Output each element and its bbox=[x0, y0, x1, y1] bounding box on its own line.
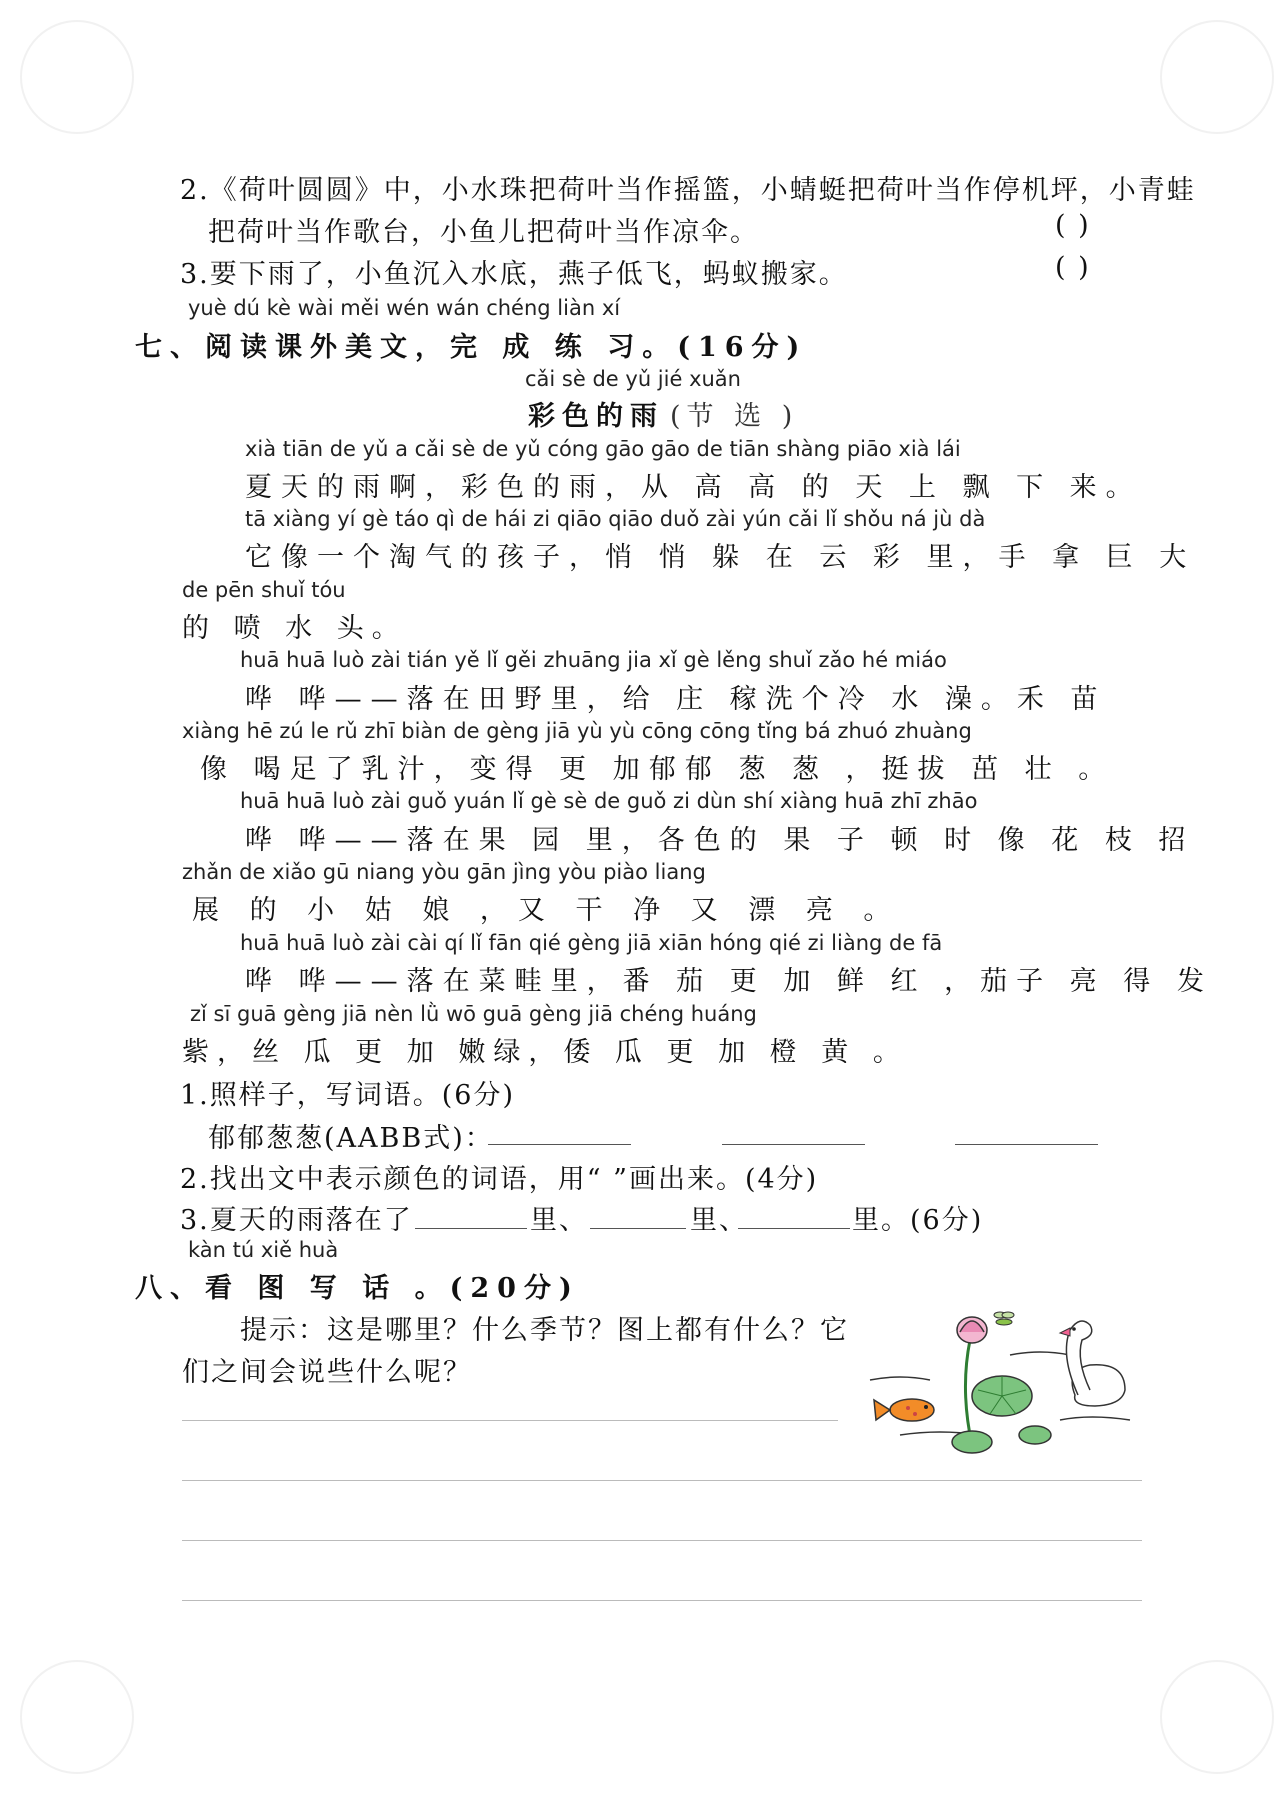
article-line-pinyin: huā huā luò zài tián yě lǐ gěi zhuāng jia xǐ gè lěng shuǐ zǎo hé miáo bbox=[240, 648, 947, 672]
answer-blank[interactable] bbox=[488, 1144, 631, 1145]
article-line-text: 哗 哗——落在菜畦里，番 茄 更 加 鲜 红 ，茄子 亮 得 发 bbox=[245, 966, 1213, 997]
judge-q3-answer-paren[interactable]: ( ) bbox=[1055, 252, 1091, 283]
watermark-seal bbox=[20, 20, 134, 134]
answer-blank[interactable] bbox=[738, 1228, 850, 1229]
answer-blank[interactable] bbox=[722, 1144, 865, 1145]
reading-q3-part2: 里、 bbox=[530, 1205, 588, 1236]
writing-hint-line1: 提示：这是哪里？什么季节？图上都有什么？它 bbox=[240, 1315, 849, 1346]
section8-title: 八、看 图 写 话 。(20分) bbox=[135, 1273, 580, 1304]
writing-line[interactable] bbox=[182, 1480, 1142, 1481]
article-line-text: 它像一个淘气的孩子，悄 悄 躲 在 云 彩 里，手 拿 巨 大 bbox=[245, 542, 1196, 573]
pond-illustration-icon bbox=[860, 1300, 1140, 1460]
article-line-text: 紫，丝 瓜 更 加 嫩绿，倭 瓜 更 加 橙 黄 。 bbox=[182, 1037, 908, 1068]
article-title: 彩色的雨 bbox=[528, 401, 664, 432]
reading-q3-part3: 里、 bbox=[690, 1205, 748, 1236]
reading-q1: 1.照样子，写词语。(6分) bbox=[180, 1080, 516, 1111]
judge-q2-line1: 2.《荷叶圆圆》中，小水珠把荷叶当作摇篮，小蜻蜓把荷叶当作停机坪，小青蛙 bbox=[180, 175, 1196, 206]
judge-q2-line2: 把荷叶当作歌台，小鱼儿把荷叶当作凉伞。 bbox=[208, 217, 759, 248]
answer-blank[interactable] bbox=[590, 1228, 686, 1229]
judge-q3: 3.要下雨了，小鱼沉入水底，燕子低飞，蚂蚁搬家。 bbox=[180, 259, 848, 290]
article-title-note: (节 选 ) bbox=[670, 401, 799, 432]
writing-line[interactable] bbox=[182, 1420, 838, 1421]
writing-hint-line2: 们之间会说些什么呢？ bbox=[182, 1357, 472, 1388]
article-line-pinyin: xiàng hē zú le rǔ zhī biàn de gèng jiā yù yù cōng cōng tǐng bá zhuó zhuàng bbox=[182, 719, 972, 743]
article-line-pinyin: tā xiàng yí gè táo qì de hái zi qiāo qiāo duǒ zài yún cǎi lǐ shǒu ná jù dà bbox=[245, 507, 986, 531]
section7-pinyin: yuè dú kè wài měi wén wán chéng liàn xí bbox=[188, 296, 621, 320]
article-line-text: 夏天的雨啊，彩色的雨，从 高 高 的 天 上 飘 下 来。 bbox=[245, 472, 1142, 503]
section8-pinyin: kàn tú xiě huà bbox=[188, 1238, 339, 1262]
article-line-pinyin: zǐ sī guā gèng jiā nèn lǜ wō guā gèng jiā chéng huáng bbox=[190, 1002, 757, 1026]
section7-title: 七、阅读课外美文，完 成 练 习。(16分) bbox=[135, 332, 808, 363]
article-line-text: 哗 哗——落在果 园 里，各色的 果 子 顿 时 像 花 枝 招 bbox=[245, 825, 1195, 856]
watermark-seal bbox=[1160, 20, 1274, 134]
article-line-pinyin: huā huā luò zài cài qí lǐ fān qié gèng jiā xiān hóng qié zi liàng de fā bbox=[240, 931, 943, 955]
article-line-pinyin: de pēn shuǐ tóu bbox=[182, 578, 346, 602]
answer-blank[interactable] bbox=[955, 1144, 1098, 1145]
reading-q3-part4: 里。(6分) bbox=[852, 1205, 984, 1236]
article-line-text: 展 的 小 姑 娘 ，又 干 净 又 漂 亮 。 bbox=[192, 895, 902, 926]
article-line-pinyin: xià tiān de yǔ a cǎi sè de yǔ cóng gāo gāo de tiān shàng piāo xià lái bbox=[245, 437, 961, 461]
answer-blank[interactable] bbox=[415, 1228, 527, 1229]
article-line-text: 的 喷 水 头。 bbox=[182, 613, 407, 644]
article-title-pinyin: cǎi sè de yǔ jié xuǎn bbox=[525, 367, 741, 391]
watermark-seal bbox=[1160, 1660, 1274, 1774]
writing-line[interactable] bbox=[182, 1540, 1142, 1541]
writing-line[interactable] bbox=[182, 1600, 1142, 1601]
article-line-text: 像 喝足了乳汁，变得 更 加郁郁 葱 葱 ，挺拔 茁 壮 。 bbox=[200, 754, 1115, 785]
reading-q2: 2.找出文中表示颜色的词语，用“ ”画出来。(4分) bbox=[180, 1164, 819, 1195]
reading-q1-example: 郁郁葱葱(AABB式)： bbox=[208, 1123, 494, 1154]
article-line-pinyin: zhǎn de xiǎo gū niang yòu gān jìng yòu piào liang bbox=[182, 860, 706, 884]
reading-q3-part1: 3.夏天的雨落在了 bbox=[180, 1205, 413, 1236]
article-line-text: 哗 哗——落在田野里，给 庄 稼洗个冷 水 澡。禾 苗 bbox=[245, 684, 1107, 715]
article-line-pinyin: huā huā luò zài guǒ yuán lǐ gè sè de guǒ zi dùn shí xiàng huā zhī zhāo bbox=[240, 789, 978, 813]
judge-q2-answer-paren[interactable]: ( ) bbox=[1055, 210, 1091, 241]
watermark-seal bbox=[20, 1660, 134, 1774]
